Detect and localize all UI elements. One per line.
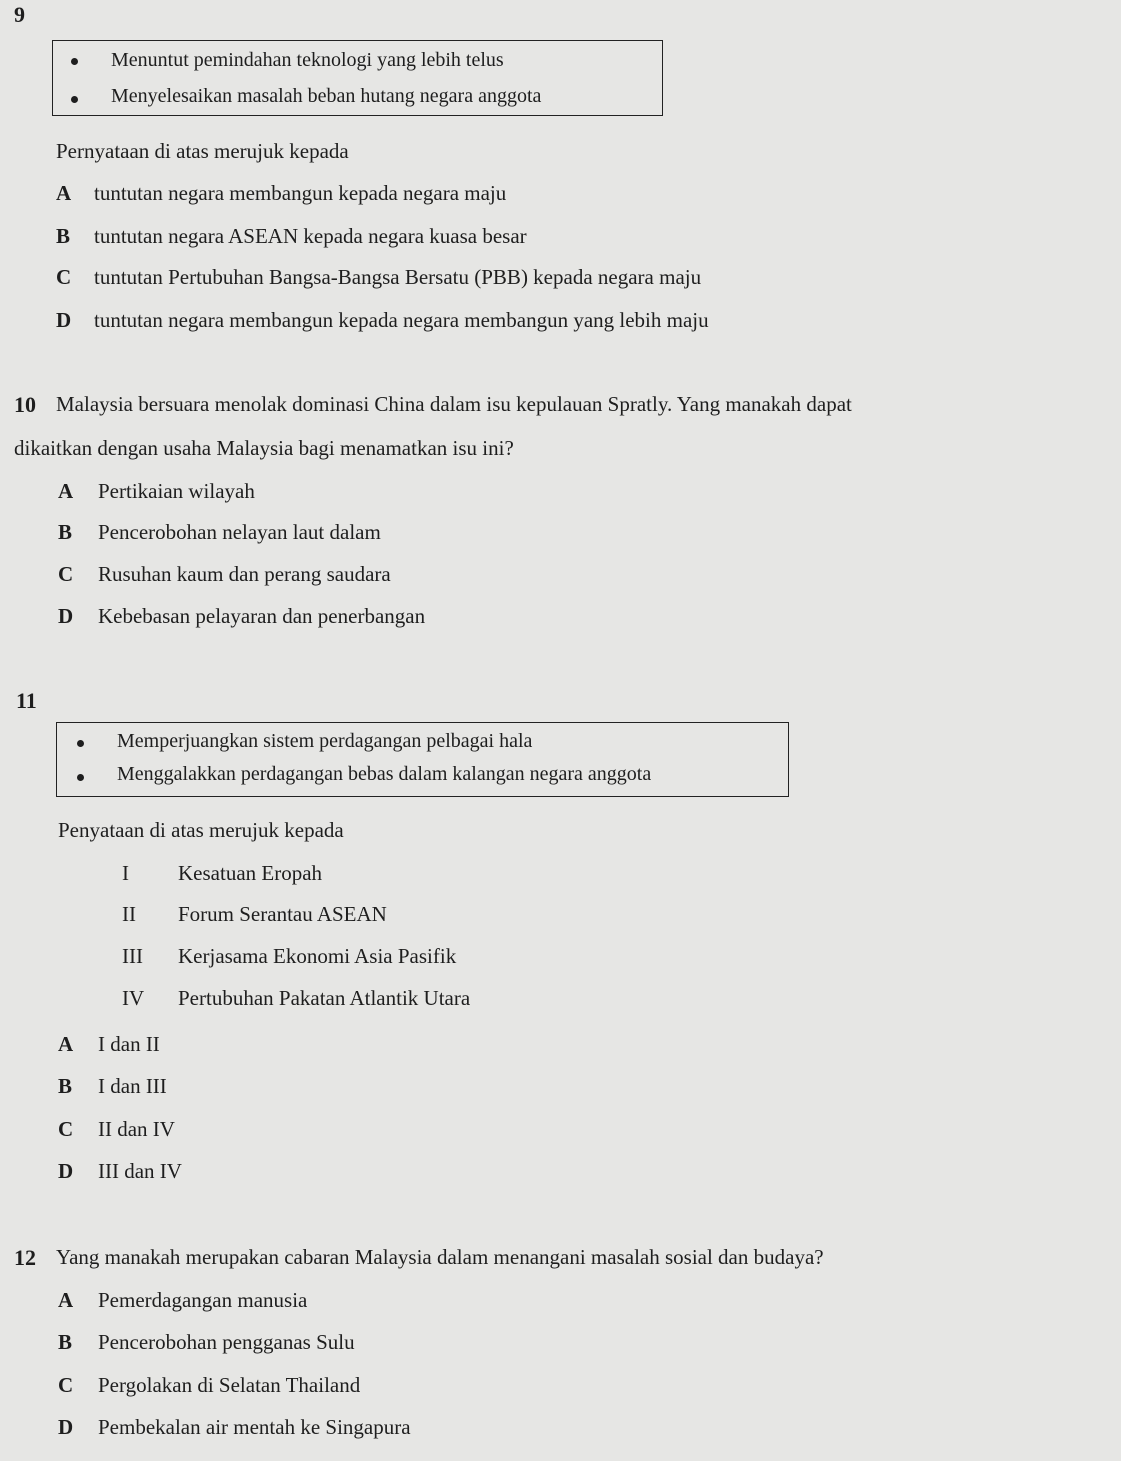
q11-box-item-1: Memperjuangkan sistem perdagangan pelbagai hala: [117, 730, 533, 752]
option-text: Pencerobohan pengganas Sulu: [98, 1330, 355, 1354]
q10-option-c[interactable]: [58, 562, 391, 587]
q10-option-d[interactable]: [58, 604, 425, 629]
option-text: Pertikaian wilayah: [98, 479, 255, 503]
q9-option-c[interactable]: [56, 265, 701, 290]
q11-info-box: [56, 722, 789, 797]
roman-numeral: I: [122, 861, 129, 885]
q12-option-d[interactable]: [58, 1415, 411, 1440]
option-text: tuntutan Pertubuhan Bangsa-Bangsa Bersatu (PBB) kepada negara maju: [94, 265, 702, 289]
statement-text: Kesatuan Eropah: [178, 861, 323, 885]
q11-option-b[interactable]: [58, 1074, 167, 1099]
q9-box-item-1: Menuntut pemindahan teknologi yang lebih telus: [111, 49, 504, 71]
q11-stem: Penyataan di atas merujuk kepada: [58, 818, 344, 842]
option-text: tuntutan negara membangun kepada negara membangun yang lebih maju: [94, 308, 709, 332]
option-letter: C: [58, 1373, 74, 1397]
option-text: II dan IV: [98, 1117, 175, 1141]
q12-option-c[interactable]: [58, 1373, 360, 1398]
option-text: Rusuhan kaum dan perang saudara: [98, 562, 391, 586]
option-text: Pencerobohan nelayan laut dalam: [98, 520, 381, 544]
q12-stem: Yang manakah merupakan cabaran Malaysia dalam menangani masalah sosial dan budaya?: [56, 1245, 824, 1269]
bullet-icon: [71, 58, 78, 65]
q10-stem-line1: Malaysia bersuara menolak dominasi China dalam isu kepulauan Spratly. Yang manakah dapat: [56, 392, 852, 416]
option-text: Kebebasan pelayaran dan penerbangan: [98, 604, 426, 628]
q11-option-d[interactable]: [58, 1159, 182, 1184]
option-letter: D: [58, 604, 74, 628]
q11-statement-3: [122, 944, 456, 969]
q12-number: 12: [14, 1245, 36, 1270]
option-text: Pergolakan di Selatan Thailand: [98, 1373, 361, 1397]
q9-option-d[interactable]: [56, 308, 709, 333]
q11-statement-2: [122, 902, 387, 927]
bullet-icon: [77, 774, 84, 781]
statement-text: Pertubuhan Pakatan Atlantik Utara: [178, 986, 471, 1010]
option-letter: C: [58, 1117, 74, 1141]
option-text: I dan III: [98, 1074, 167, 1098]
bullet-icon: [71, 96, 78, 103]
option-text: Pemerdagangan manusia: [98, 1288, 308, 1312]
q11-option-c[interactable]: [58, 1117, 175, 1142]
q11-statement-1: [122, 861, 322, 886]
option-letter: A: [56, 181, 72, 205]
option-text: Pembekalan air mentah ke Singapura: [98, 1415, 411, 1439]
q9-option-b[interactable]: [56, 224, 527, 249]
option-letter: C: [58, 562, 74, 586]
bullet-icon: [77, 740, 84, 747]
roman-numeral: II: [122, 902, 136, 926]
option-text: tuntutan negara ASEAN kepada negara kuasa besar: [94, 224, 527, 248]
roman-numeral: IV: [122, 986, 145, 1010]
roman-numeral: III: [122, 944, 143, 968]
option-letter: B: [58, 1074, 73, 1098]
option-letter: A: [58, 1032, 74, 1056]
statement-text: Kerjasama Ekonomi Asia Pasifik: [178, 944, 457, 968]
option-letter: B: [58, 520, 73, 544]
option-text: tuntutan negara membangun kepada negara maju: [94, 181, 507, 205]
q9-info-box: [52, 40, 663, 116]
option-letter: B: [56, 224, 71, 248]
option-letter: D: [58, 1415, 74, 1439]
q9-box-item-2: Menyelesaikan masalah beban hutang negara anggota: [111, 85, 542, 107]
q10-number: 10: [14, 392, 36, 417]
statement-text: Forum Serantau ASEAN: [178, 902, 387, 926]
q11-statement-4: [122, 986, 470, 1011]
q12-option-a[interactable]: [58, 1288, 307, 1313]
q11-box-item-2: Menggalakkan perdagangan bebas dalam kalangan negara anggota: [117, 763, 652, 785]
option-letter: A: [58, 479, 74, 503]
option-letter: B: [58, 1330, 73, 1354]
option-letter: A: [58, 1288, 74, 1312]
q10-option-a[interactable]: [58, 479, 255, 504]
q9-option-a[interactable]: [56, 181, 506, 206]
option-text: III dan IV: [98, 1159, 182, 1183]
q9-stem: Pernyataan di atas merujuk kepada: [56, 139, 349, 163]
option-letter: D: [58, 1159, 74, 1183]
option-letter: C: [56, 265, 72, 289]
q10-option-b[interactable]: [58, 520, 381, 545]
q11-number: 11: [16, 688, 37, 713]
q9-number: 9: [14, 2, 25, 27]
q10-stem-line2: dikaitkan dengan usaha Malaysia bagi menamatkan isu ini?: [14, 436, 514, 460]
q12-option-b[interactable]: [58, 1330, 355, 1355]
option-letter: D: [56, 308, 72, 332]
q11-option-a[interactable]: [58, 1032, 160, 1057]
option-text: I dan II: [98, 1032, 160, 1056]
